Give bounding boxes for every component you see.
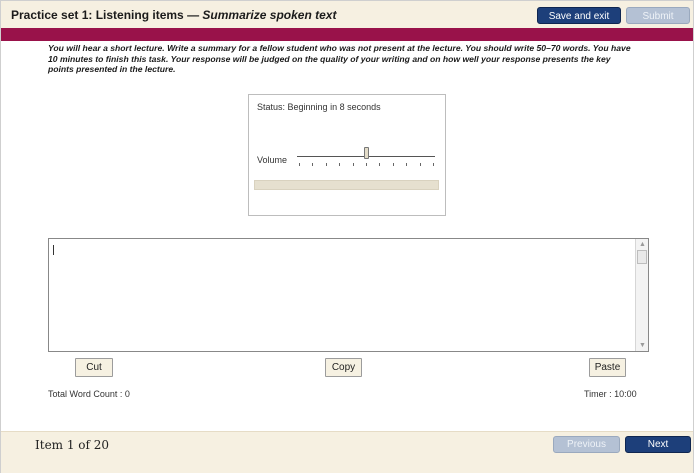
top-bar bbox=[1, 1, 693, 29]
status-label: Status: bbox=[257, 102, 286, 112]
volume-tick bbox=[406, 163, 407, 166]
scrollbar-thumb[interactable] bbox=[637, 250, 647, 264]
item-counter: Item 1 of 20 bbox=[35, 438, 110, 452]
next-button[interactable]: Next bbox=[625, 436, 691, 453]
footer-bar bbox=[1, 431, 693, 473]
volume-tick bbox=[312, 163, 313, 166]
volume-tick bbox=[353, 163, 354, 166]
volume-tick bbox=[299, 163, 300, 166]
volume-tick bbox=[326, 163, 327, 166]
save-and-exit-button[interactable]: Save and exit bbox=[537, 7, 621, 24]
volume-tick bbox=[433, 163, 434, 166]
audio-player bbox=[248, 94, 446, 216]
scroll-up-arrow-icon[interactable]: ▲ bbox=[639, 241, 646, 248]
volume-ticks bbox=[299, 163, 435, 167]
paste-button[interactable]: Paste bbox=[589, 358, 626, 377]
volume-slider-thumb[interactable] bbox=[364, 147, 369, 159]
response-textarea[interactable] bbox=[49, 239, 634, 351]
text-caret bbox=[53, 245, 54, 255]
accent-band bbox=[1, 28, 693, 41]
playback-status bbox=[257, 102, 381, 112]
page-title bbox=[11, 8, 336, 22]
word-count: Total Word Count : 0 bbox=[48, 389, 130, 399]
volume-tick bbox=[379, 163, 380, 166]
scroll-down-arrow-icon[interactable]: ▼ bbox=[639, 342, 646, 349]
audio-progress-bar bbox=[254, 180, 439, 190]
timer: Timer : 10:00 bbox=[584, 389, 637, 399]
copy-button[interactable]: Copy bbox=[325, 358, 362, 377]
status-text: Beginning in 8 seconds bbox=[287, 102, 381, 112]
title-prefix: Practice set 1: Listening items — bbox=[11, 8, 203, 22]
volume-tick bbox=[366, 163, 367, 166]
response-scrollbar[interactable] bbox=[635, 239, 648, 351]
volume-tick bbox=[339, 163, 340, 166]
volume-label: Volume bbox=[257, 155, 288, 165]
title-task: Summarize spoken text bbox=[202, 8, 337, 22]
volume-tick bbox=[393, 163, 394, 166]
submit-button[interactable]: Submit bbox=[626, 7, 690, 24]
response-box bbox=[48, 238, 649, 352]
previous-button[interactable]: Previous bbox=[553, 436, 620, 453]
cut-button[interactable]: Cut bbox=[75, 358, 113, 377]
task-instructions: You will hear a short lecture. Write a summary for a fellow student who was not present at the lecture. You should write 50–70 words. You have 10 minutes to finish this task. Your response will be judged on the quality of your writing and on how well your response presents the key points presented in the lecture. bbox=[48, 43, 631, 74]
volume-tick bbox=[420, 163, 421, 166]
